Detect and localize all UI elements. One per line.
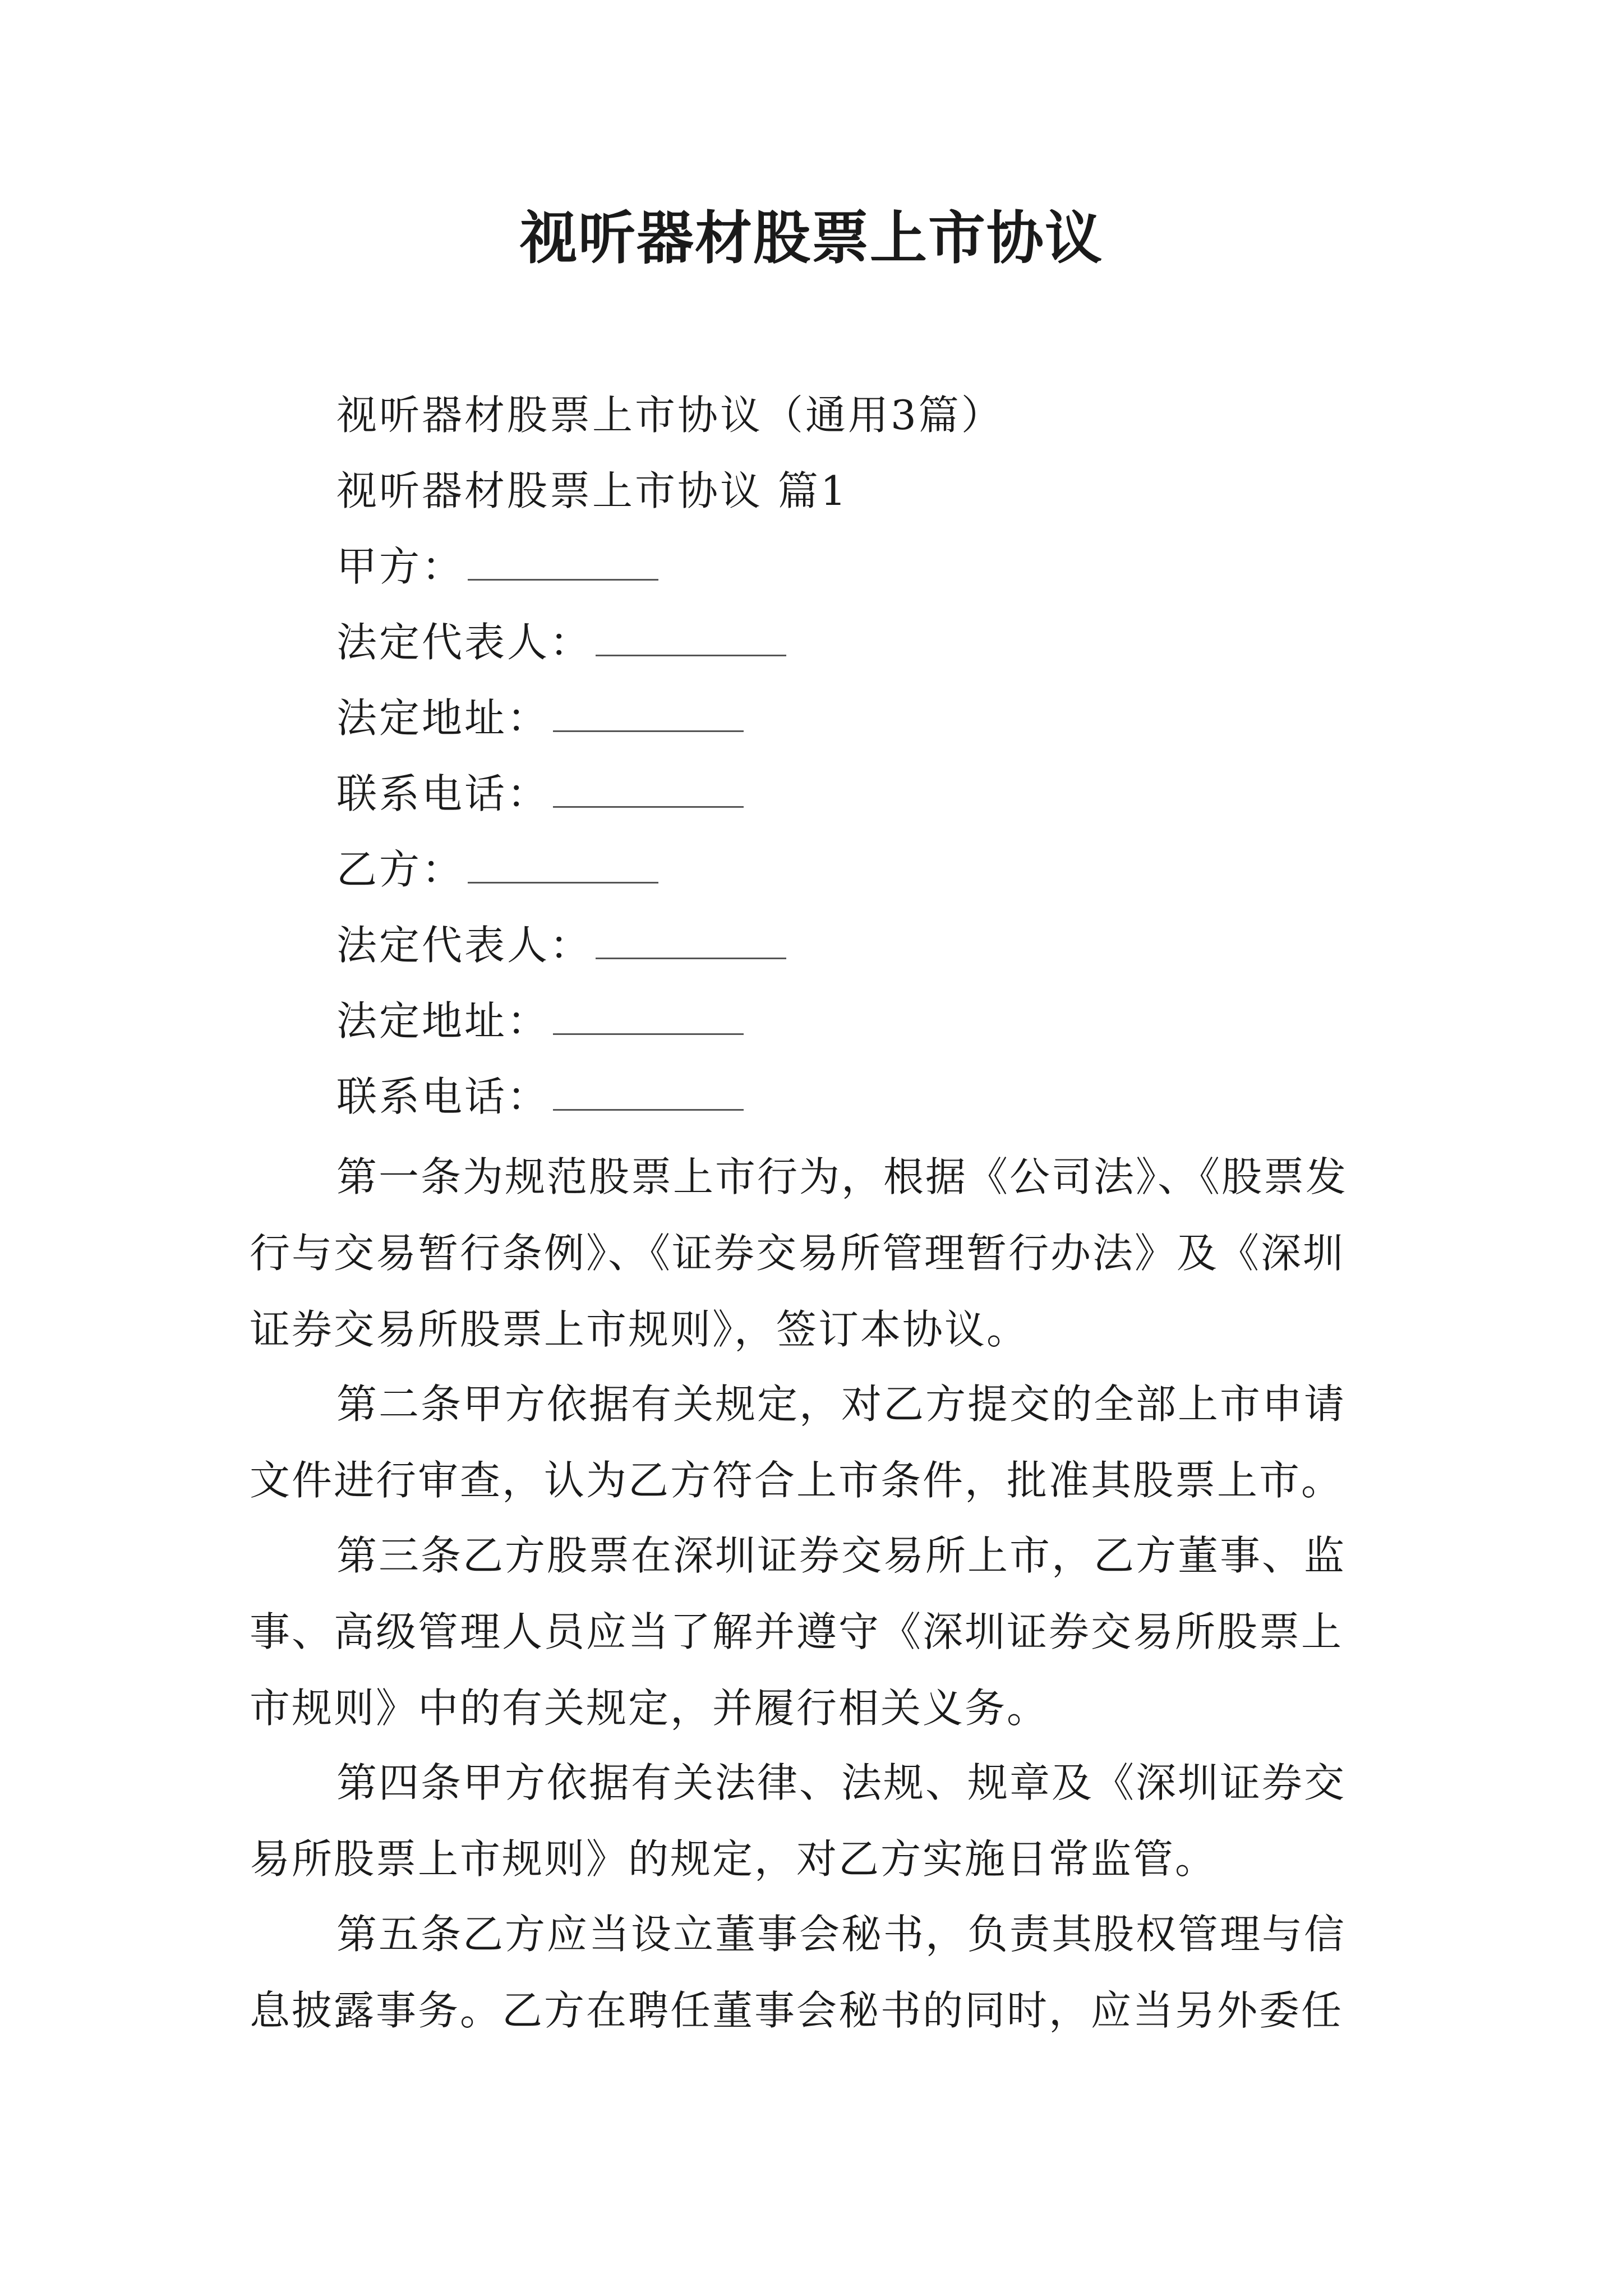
paragraph-line: 易所股票上市规则》的规定，对乙方实施日常监管。: [250, 1835, 1218, 1883]
paragraph-line: 第二条甲方依据有关规定，对乙方提交的全部上市申请: [336, 1381, 1347, 1428]
paragraph-line: 文件进行审查，认为乙方符合上市条件，批准其股票上市。: [250, 1457, 1344, 1504]
article-1-paragraph: [250, 1139, 1377, 1368]
paragraph-line: 息披露事务。乙方在聘任董事会秘书的同时，应当另外委任: [250, 1987, 1344, 2034]
party-a-phone-blank: [553, 767, 744, 808]
party-a-blank: [468, 540, 658, 581]
paragraph-line: 市规则》中的有关规定，并履行相关义务。: [250, 1685, 1049, 1732]
party-a-row: [336, 539, 658, 595]
party-b-address-blank: [553, 994, 744, 1035]
document-title: 视听器材股票上市协议: [520, 205, 1103, 272]
party-b-address-label: 法定地址：: [336, 997, 550, 1045]
party-b-rep-label: 法定代表人：: [336, 922, 593, 969]
party-a-address-label: 法定地址：: [336, 694, 550, 742]
party-b-blank: [468, 843, 658, 884]
party-a-phone-row: [336, 766, 744, 822]
paragraph-line: 第四条甲方依据有关法律、法规、规章及《深圳证券交: [336, 1759, 1347, 1806]
paragraph-line: 事、高级管理人员应当了解并遵守《深圳证券交易所股票上: [250, 1608, 1344, 1655]
party-a-address-blank: [553, 691, 744, 732]
paragraph-line: 第三条乙方股票在深圳证券交易所上市，乙方董事、监: [336, 1532, 1347, 1579]
party-b-label: 乙方：: [336, 846, 465, 893]
article-3-paragraph: [250, 1517, 1377, 1746]
party-b-address-row: [336, 993, 744, 1049]
paragraph-line: 第一条为规范股票上市行为，根据《公司法》、《股票发: [336, 1153, 1348, 1200]
section-heading: 视听器材股票上市协议 篇1: [336, 467, 849, 514]
article-5-paragraph: [250, 1896, 1377, 2049]
party-b-phone-label: 联系电话：: [336, 1073, 550, 1120]
party-b-row: [336, 841, 658, 898]
party-a-rep-blank: [596, 615, 786, 656]
document-subtitle: 视听器材股票上市协议（通用3篇）: [336, 392, 1004, 439]
party-b-rep-blank: [596, 918, 786, 959]
article-4-paragraph: [250, 1745, 1377, 1897]
party-a-address-row: [336, 690, 744, 746]
party-b-phone-row: [336, 1069, 744, 1125]
article-2-paragraph: [250, 1366, 1377, 1519]
paragraph-line: 行与交易暂行条例》、《证券交易所管理暂行办法》及《深圳: [250, 1230, 1345, 1277]
party-a-phone-label: 联系电话：: [336, 770, 550, 817]
party-a-label: 甲方：: [336, 543, 465, 590]
party-b-rep-row: [336, 917, 786, 973]
paragraph-line: 第五条乙方应当设立董事会秘书，负责其股权管理与信: [336, 1911, 1347, 1958]
paragraph-line: 证券交易所股票上市规则》，签订本协议。: [250, 1306, 1029, 1353]
party-b-phone-blank: [553, 1070, 744, 1111]
party-a-rep-label: 法定代表人：: [336, 619, 593, 666]
party-a-rep-row: [336, 614, 786, 670]
